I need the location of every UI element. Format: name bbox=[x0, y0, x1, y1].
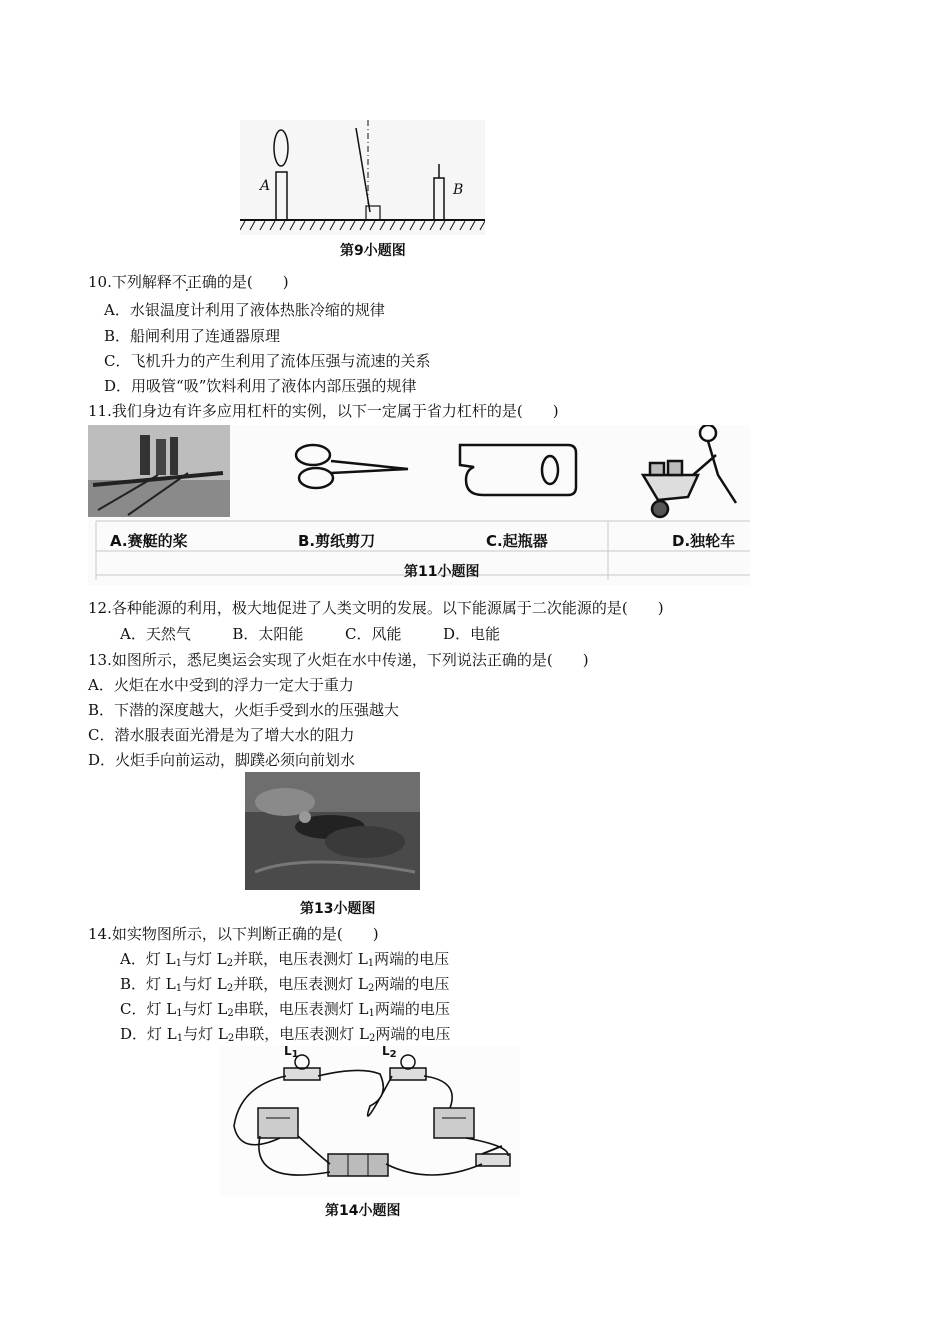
q12-option-b: B．太阳能 bbox=[232, 625, 304, 643]
lamp-l1-label: $L_1$ bbox=[284, 1046, 299, 1060]
q12-options bbox=[120, 624, 500, 644]
ammeter-icon bbox=[434, 1108, 474, 1138]
q10-option-c: C．飞机升力的产生利用了流体压强与流速的关系 bbox=[104, 352, 431, 370]
figure-11 bbox=[88, 425, 750, 585]
voltmeter-icon bbox=[258, 1108, 298, 1138]
q12-option-d: D．电能 bbox=[443, 625, 501, 643]
lever-label-b: B.剪纸剪刀 bbox=[298, 532, 376, 550]
q11-stem: 11.我们身边有许多应用杠杆的实例，以下一定属于省力杠杆的是( ) bbox=[88, 402, 559, 420]
q12-option-c: C．风能 bbox=[345, 625, 402, 643]
q10-stem-emphasis: 不正 bbox=[171, 273, 202, 291]
q13-stem: 13.如图所示，悉尼奥运会实现了火炬在水中传递，下列说法正确的是( ) bbox=[88, 651, 589, 669]
figure-11-caption: 第11小题图 bbox=[404, 564, 480, 580]
lever-label-c: C.起瓶器 bbox=[486, 532, 548, 550]
q13-option-a: A．火炬在水中受到的浮力一定大于重力 bbox=[88, 676, 354, 694]
q14-option-a: A．灯 $L_1$与灯 $L_2$并联，电压表测灯 $L_1$两端的电压 bbox=[120, 950, 450, 969]
lamp-l2-label: $L_2$ bbox=[382, 1046, 397, 1060]
q13-option-d: D．火炬手向前运动，脚蹼必须向前划水 bbox=[88, 751, 356, 769]
q13-option-b: B．下潜的深度越大，火炬手受到水的压强越大 bbox=[88, 701, 400, 719]
label-a: A bbox=[260, 178, 271, 194]
q10-stem-prefix: 10.下列解释 bbox=[88, 273, 172, 291]
q10-option-d: D．用吸管“吸”饮料利用了液体内部压强的规律 bbox=[104, 377, 417, 395]
figure-9-caption: 第9小题图 bbox=[340, 243, 406, 259]
q10-option-b: B．船闸利用了连通器原理 bbox=[104, 327, 281, 345]
figure-9 bbox=[240, 120, 485, 235]
figure-13-caption: 第13小题图 bbox=[300, 901, 376, 917]
lever-label-a: A.赛艇的桨 bbox=[110, 532, 188, 550]
label-b: B bbox=[453, 182, 464, 198]
lever-label-d: D.独轮车 bbox=[672, 532, 736, 550]
q14-option-c: C．灯 $L_1$与灯 $L_2$串联，电压表测灯 $L_1$两端的电压 bbox=[120, 1000, 450, 1019]
q13-option-c: C．潜水服表面光滑是为了增大水的阻力 bbox=[88, 726, 355, 744]
q10-stem-suffix: 确的是( ) bbox=[201, 273, 289, 291]
figure-9-drawing bbox=[240, 120, 485, 235]
q14-option-b: B．灯 $L_1$与灯 $L_2$并联，电压表测灯 $L_2$两端的电压 bbox=[120, 975, 450, 994]
figure-13-photo bbox=[245, 772, 420, 890]
battery-icon bbox=[328, 1154, 388, 1176]
q12-option-a: A．天然气 bbox=[120, 625, 191, 643]
q10-stem bbox=[88, 272, 289, 292]
q12-stem: 12.各种能源的利用，极大地促进了人类文明的发展。以下能源属于二次能源的是( ) bbox=[88, 599, 664, 617]
figure-14-caption: 第14小题图 bbox=[325, 1203, 401, 1219]
q10-option-a: A．水银温度计利用了液体热胀冷缩的规律 bbox=[104, 301, 385, 319]
figure-14-circuit bbox=[220, 1046, 520, 1196]
q14-option-d: D．灯 $L_1$与灯 $L_2$串联，电压表测灯 $L_2$两端的电压 bbox=[120, 1025, 451, 1044]
q14-stem: 14.如实物图所示，以下判断正确的是( ) bbox=[88, 925, 379, 943]
